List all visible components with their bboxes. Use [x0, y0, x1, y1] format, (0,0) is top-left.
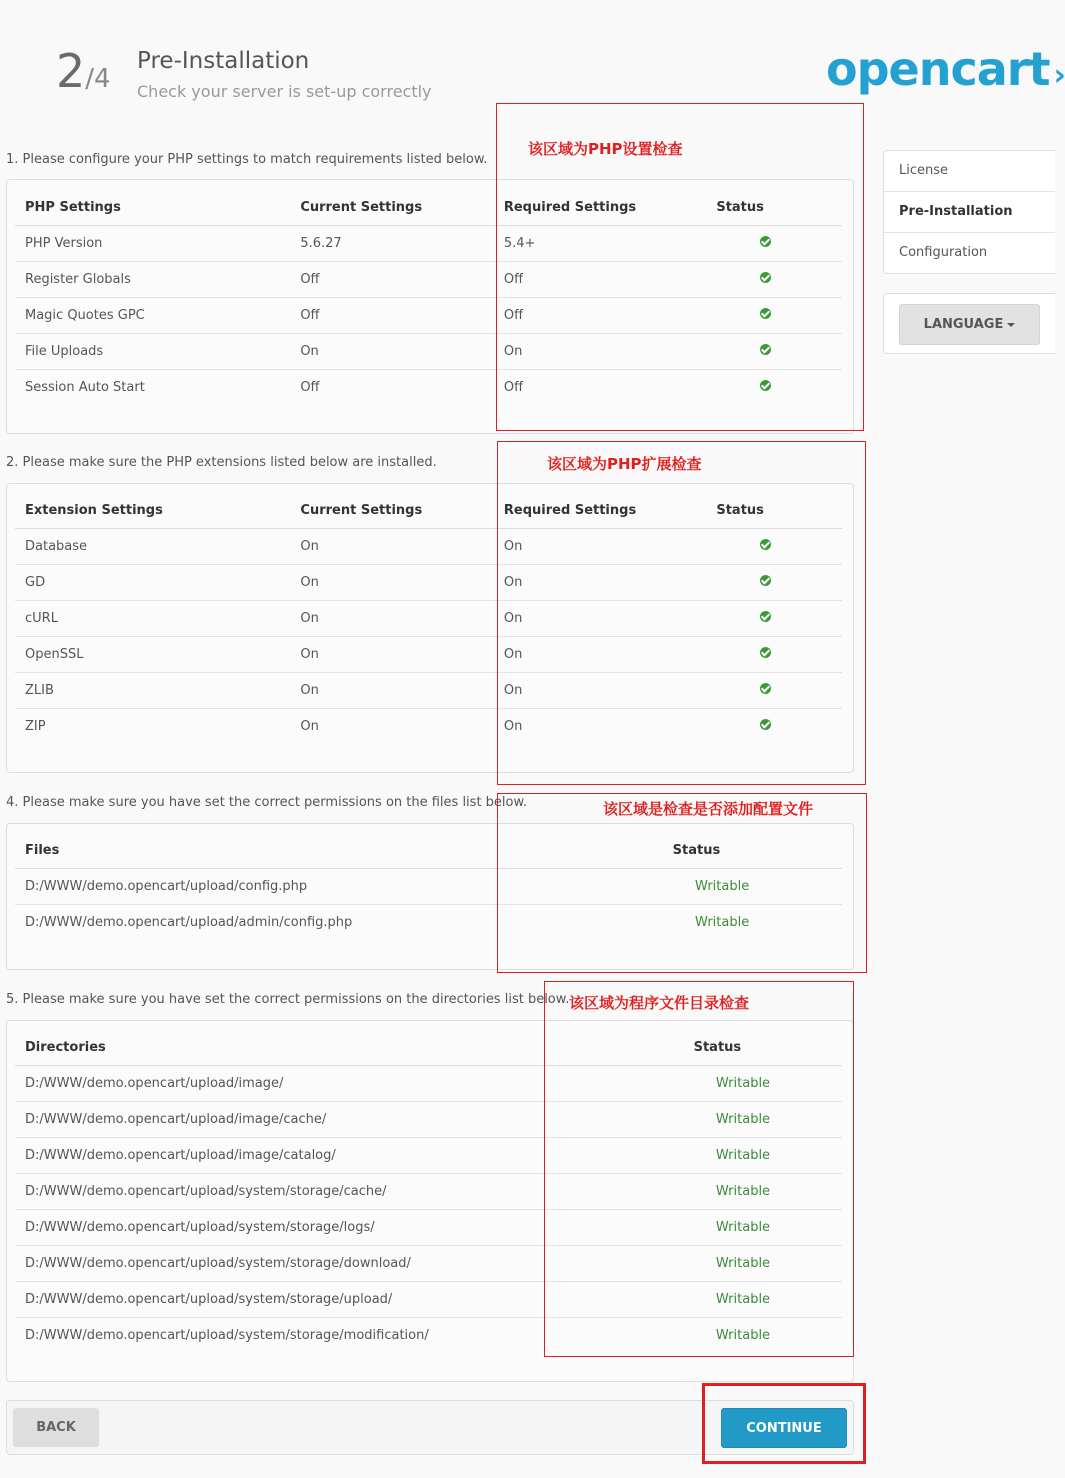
col-required-settings: Required Settings — [504, 493, 716, 529]
setting-name: File Uploads — [15, 334, 300, 370]
current-setting: On — [300, 565, 504, 601]
annotation-extensions: 该区域为PHP扩展检查 — [547, 455, 702, 473]
required-setting: On — [504, 334, 716, 370]
required-setting: On — [503, 719, 523, 734]
annotation-files: 该区域是检查是否添加配置文件 — [603, 800, 814, 818]
step-current: 2 — [56, 44, 86, 98]
required-setting: Off — [504, 298, 716, 334]
required-setting: On — [504, 529, 716, 565]
col-extension-settings: Extension Settings — [15, 493, 300, 529]
col-status: Status — [694, 1030, 793, 1066]
path-cell: D:/WWW/demo.opencart/upload/image/ — [15, 1066, 694, 1102]
setting-name: cURL — [15, 601, 300, 637]
writable-status: Writable — [694, 1102, 793, 1138]
logo-text: opencart — [826, 42, 1050, 96]
path-cell: D:/WWW/demo.opencart/upload/system/storage/modification/ — [25, 1328, 429, 1343]
writable-status: Writable — [695, 915, 750, 930]
current-setting: On — [300, 334, 504, 370]
path-cell: D:/WWW/demo.opencart/upload/system/storage/cache/ — [15, 1174, 694, 1210]
path-cell: D:/WWW/demo.opencart/upload/system/storage/upload/ — [15, 1282, 694, 1318]
path-cell: D:/WWW/demo.opencart/upload/system/storage/logs/ — [15, 1210, 694, 1246]
current-setting: On — [300, 637, 504, 673]
current-setting: On — [300, 601, 504, 637]
current-setting: Off — [300, 298, 504, 334]
back-button[interactable]: BACK — [13, 1408, 99, 1447]
opencart-logo — [826, 42, 1065, 96]
setting-name: OpenSSL — [15, 637, 300, 673]
writable-status: Writable — [694, 1174, 793, 1210]
php-settings-intro: 1. Please configure your PHP settings to match requirements listed below. — [6, 152, 488, 167]
required-setting: On — [504, 565, 716, 601]
setting-name: PHP Version — [15, 226, 300, 262]
annotation-php-settings: 该区域为PHP设置检查 — [528, 140, 683, 158]
setting-name: ZLIB — [15, 673, 300, 709]
col-php-settings: PHP Settings — [15, 190, 300, 226]
current-setting: On — [300, 529, 504, 565]
directories-intro: 5. Please make sure you have set the correct permissions on the directories list below. — [6, 992, 570, 1007]
annotation-directories: 该区域为程序文件目录检查 — [569, 994, 750, 1012]
current-setting: On — [300, 673, 504, 709]
annotation-box-directories — [544, 981, 854, 1357]
path-cell: D:/WWW/demo.opencart/upload/admin/config.php — [25, 915, 353, 930]
page-subtitle: Check your server is set-up correctly — [137, 82, 432, 101]
cart-icon: › — [1053, 58, 1065, 93]
required-setting: Off — [503, 380, 524, 395]
setting-name: Session Auto Start — [25, 380, 145, 395]
writable-status: Writable — [673, 869, 772, 905]
col-status: Status — [716, 190, 815, 226]
setting-name: ZIP — [25, 719, 46, 734]
step-configuration[interactable]: Configuration — [899, 245, 988, 260]
setting-name: Magic Quotes GPC — [15, 298, 300, 334]
annotation-box-files — [497, 793, 867, 973]
writable-status: Writable — [694, 1066, 793, 1102]
required-setting: Off — [504, 262, 716, 298]
required-setting: On — [504, 673, 716, 709]
language-label: LANGUAGE — [923, 317, 1004, 332]
step-pre-installation[interactable]: Pre-Installation — [884, 192, 1055, 233]
writable-status: Writable — [694, 1138, 793, 1174]
setting-name: GD — [15, 565, 300, 601]
files-intro: 4. Please make sure you have set the correct permissions on the files list below. — [6, 795, 528, 810]
writable-status: Writable — [694, 1282, 793, 1318]
writable-status: Writable — [715, 1328, 771, 1343]
col-files: Files — [15, 833, 673, 869]
col-status: Status — [673, 833, 772, 869]
annotation-box-continue — [702, 1383, 866, 1464]
path-cell: D:/WWW/demo.opencart/upload/config.php — [15, 869, 673, 905]
col-current-settings: Current Settings — [300, 190, 504, 226]
required-setting: On — [504, 637, 716, 673]
page-title: Pre-Installation — [137, 48, 310, 74]
writable-status: Writable — [694, 1246, 793, 1282]
path-cell: D:/WWW/demo.opencart/upload/system/storage/download/ — [15, 1246, 694, 1282]
setting-name: Register Globals — [15, 262, 300, 298]
current-setting: 5.6.27 — [300, 226, 504, 262]
path-cell: D:/WWW/demo.opencart/upload/image/cache/ — [15, 1102, 694, 1138]
step-license[interactable]: License — [884, 151, 1055, 192]
current-setting: On — [300, 719, 319, 734]
caret-down-icon — [1007, 323, 1015, 327]
language-dropdown-button[interactable] — [899, 304, 1040, 345]
col-directories: Directories — [15, 1030, 694, 1066]
continue-button[interactable]: CONTINUE — [721, 1408, 847, 1448]
col-required-settings: Required Settings — [504, 190, 716, 226]
col-status: Status — [716, 493, 815, 529]
step-total: /4 — [85, 64, 111, 94]
current-setting: Off — [300, 262, 504, 298]
current-setting: Off — [300, 380, 320, 395]
writable-status: Writable — [694, 1210, 793, 1246]
required-setting: 5.4+ — [504, 226, 716, 262]
col-current-settings: Current Settings — [300, 493, 504, 529]
annotation-box-extensions — [497, 441, 866, 785]
path-cell: D:/WWW/demo.opencart/upload/image/catalog/ — [15, 1138, 694, 1174]
extensions-intro: 2. Please make sure the PHP extensions listed below are installed. — [6, 455, 437, 470]
install-steps-nav — [883, 150, 1055, 274]
language-panel — [883, 293, 1055, 354]
step-indicator — [56, 44, 111, 98]
required-setting: On — [504, 601, 716, 637]
setting-name: Database — [15, 529, 300, 565]
